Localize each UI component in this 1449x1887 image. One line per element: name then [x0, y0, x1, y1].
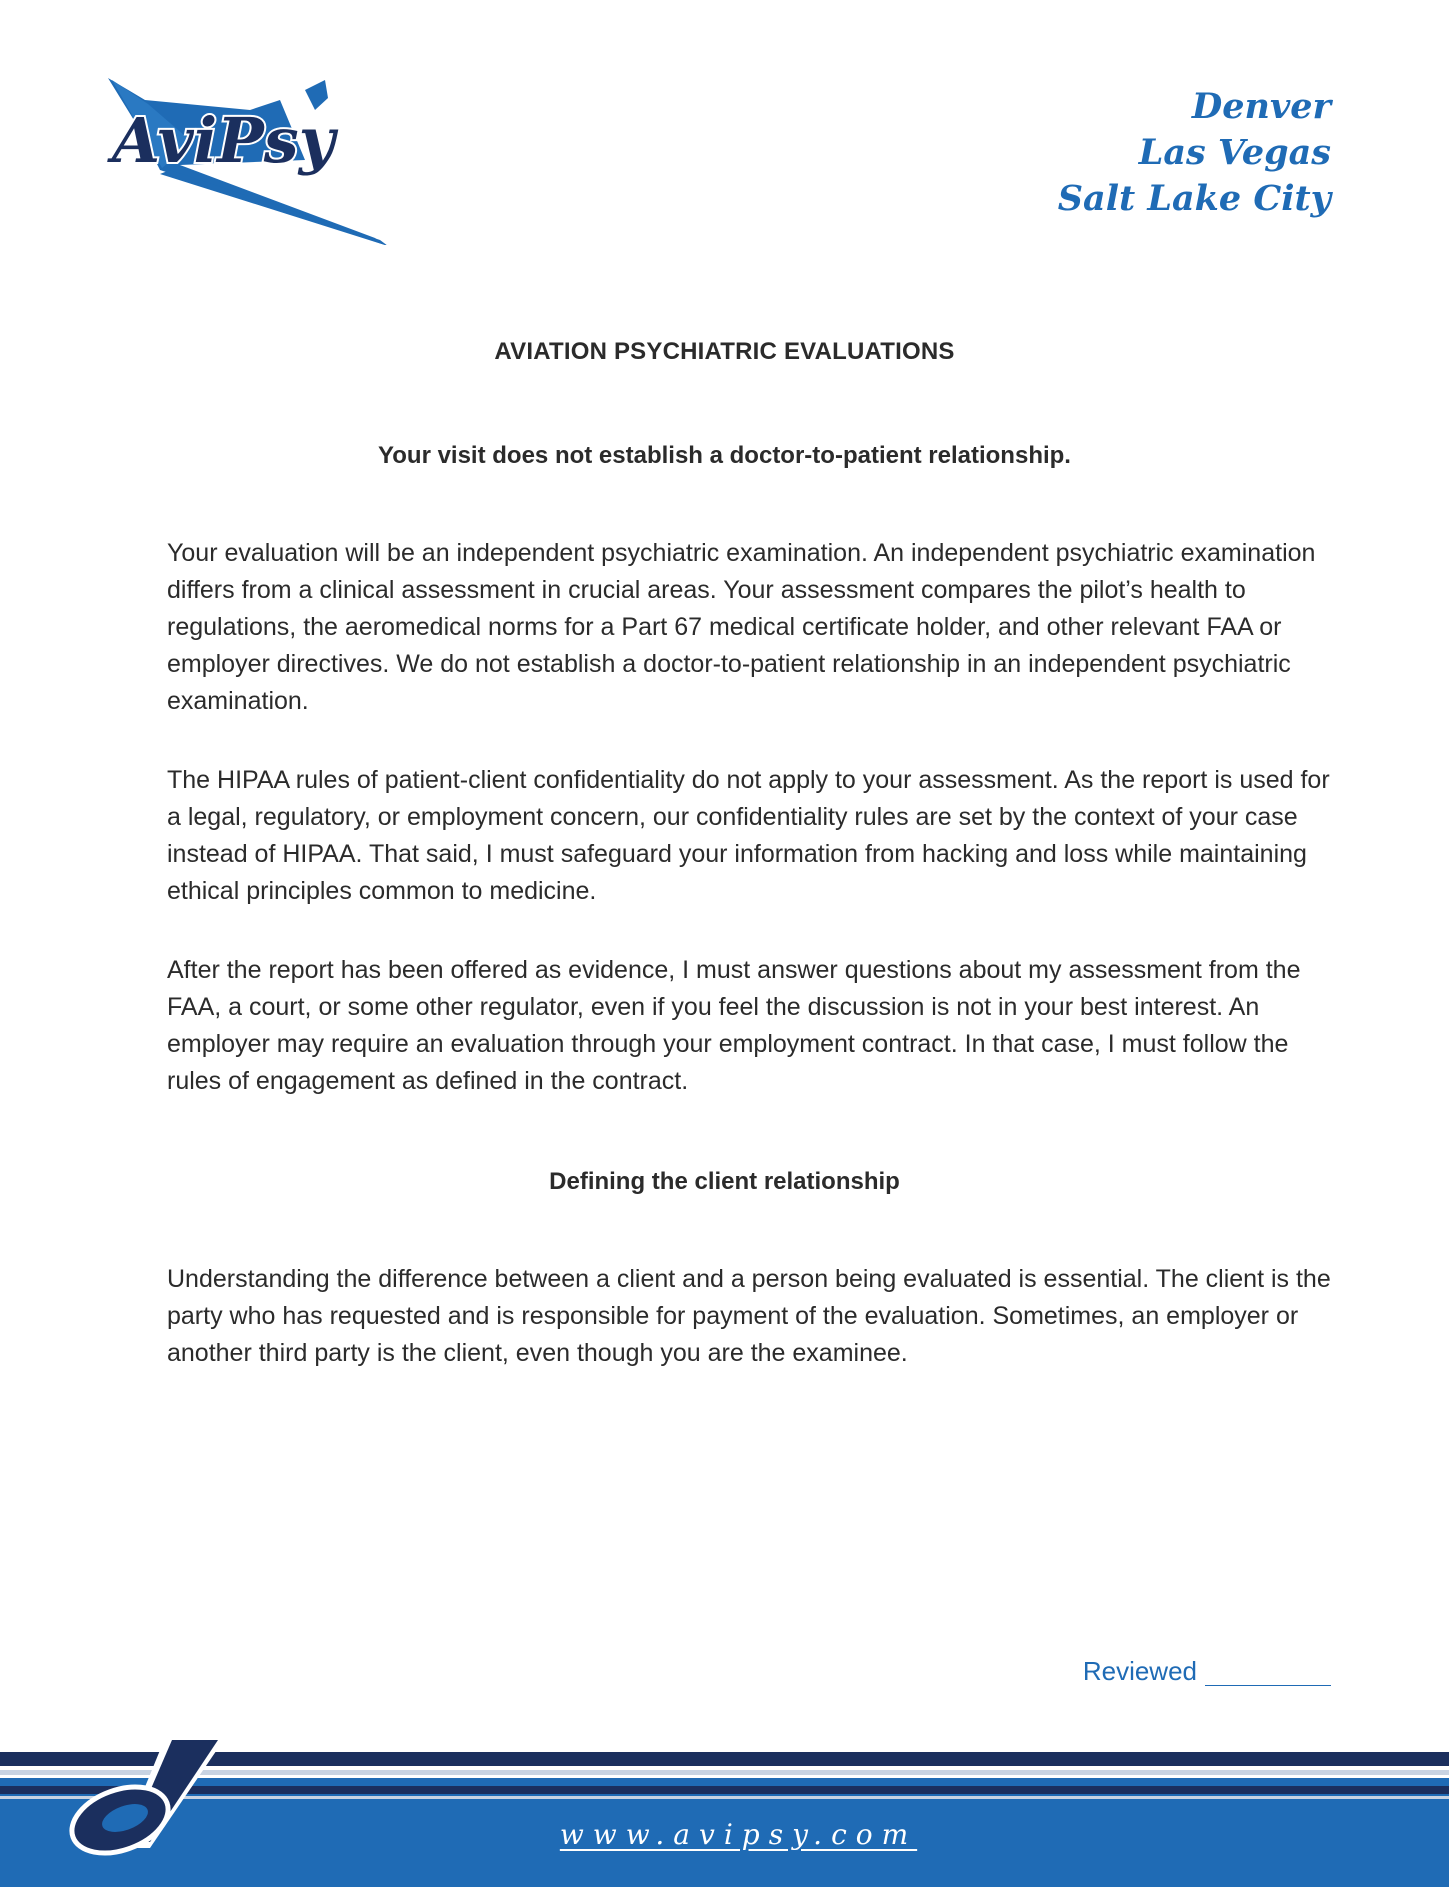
location-denver: Denver [1191, 86, 1331, 127]
svg-text:AviPsy: AviPsy [112, 104, 335, 177]
avipsy-logo [100, 70, 400, 245]
section-heading-client-relationship: Defining the client relationship [549, 1168, 900, 1195]
reviewed-blank-line [1205, 1659, 1331, 1686]
paragraph-client-definition: Understanding the difference between a client and a person being evaluated is essential. The client is the party who has requested and is responsible for payment of the evaluation. Sometimes, an employer or another third party is the client, even though you are the examinee. [167, 1265, 1331, 1367]
document-title: AVIATION PSYCHIATRIC EVALUATIONS [494, 338, 955, 365]
paragraph-evidence: After the report has been offered as evidence, I must answer questions about my assessment from the FAA, a court, or some other regulator, even if you feel the discussion is not in your best interest. An employer may require an evaluation through your employment contract. In that case, I must follow the rules of engagement as defined in the contract. [167, 956, 1301, 1095]
office-locations [1058, 84, 1331, 222]
footer-band [0, 1730, 1449, 1887]
location-las-vegas: Las Vegas [1138, 132, 1331, 173]
location-salt-lake-city: Salt Lake City [1057, 178, 1331, 219]
footer-website-link[interactable]: www.avipsy.com [559, 1818, 918, 1851]
paragraph-hipaa: The HIPAA rules of patient-client confidentiality do not apply to your assessment. As the report is used for a legal, regulatory, or employment concern, our confidentiality rules are set by the context of your case instead of HIPAA. That said, I must safeguard your information from hacking and loss while maintaining ethical principles common to medicine. [167, 766, 1330, 905]
document-subtitle: Your visit does not establish a doctor-to-patient relationship. [378, 442, 1071, 469]
reviewed-field [1083, 1656, 1331, 1687]
paragraph-independent-exam: Your evaluation will be an independent psychiatric examination. An independent psychiatric examination differs from a clinical assessment in crucial areas. Your assessment compares the pilot’s health to regulations, the aeromedical norms for a Part 67 medical certificate holder, and other relevant FAA or employer directives. We do not establish a doctor-to-patient relationship in an independent psychiatric examination. [167, 539, 1316, 715]
reviewed-label: Reviewed [1082, 1656, 1197, 1686]
